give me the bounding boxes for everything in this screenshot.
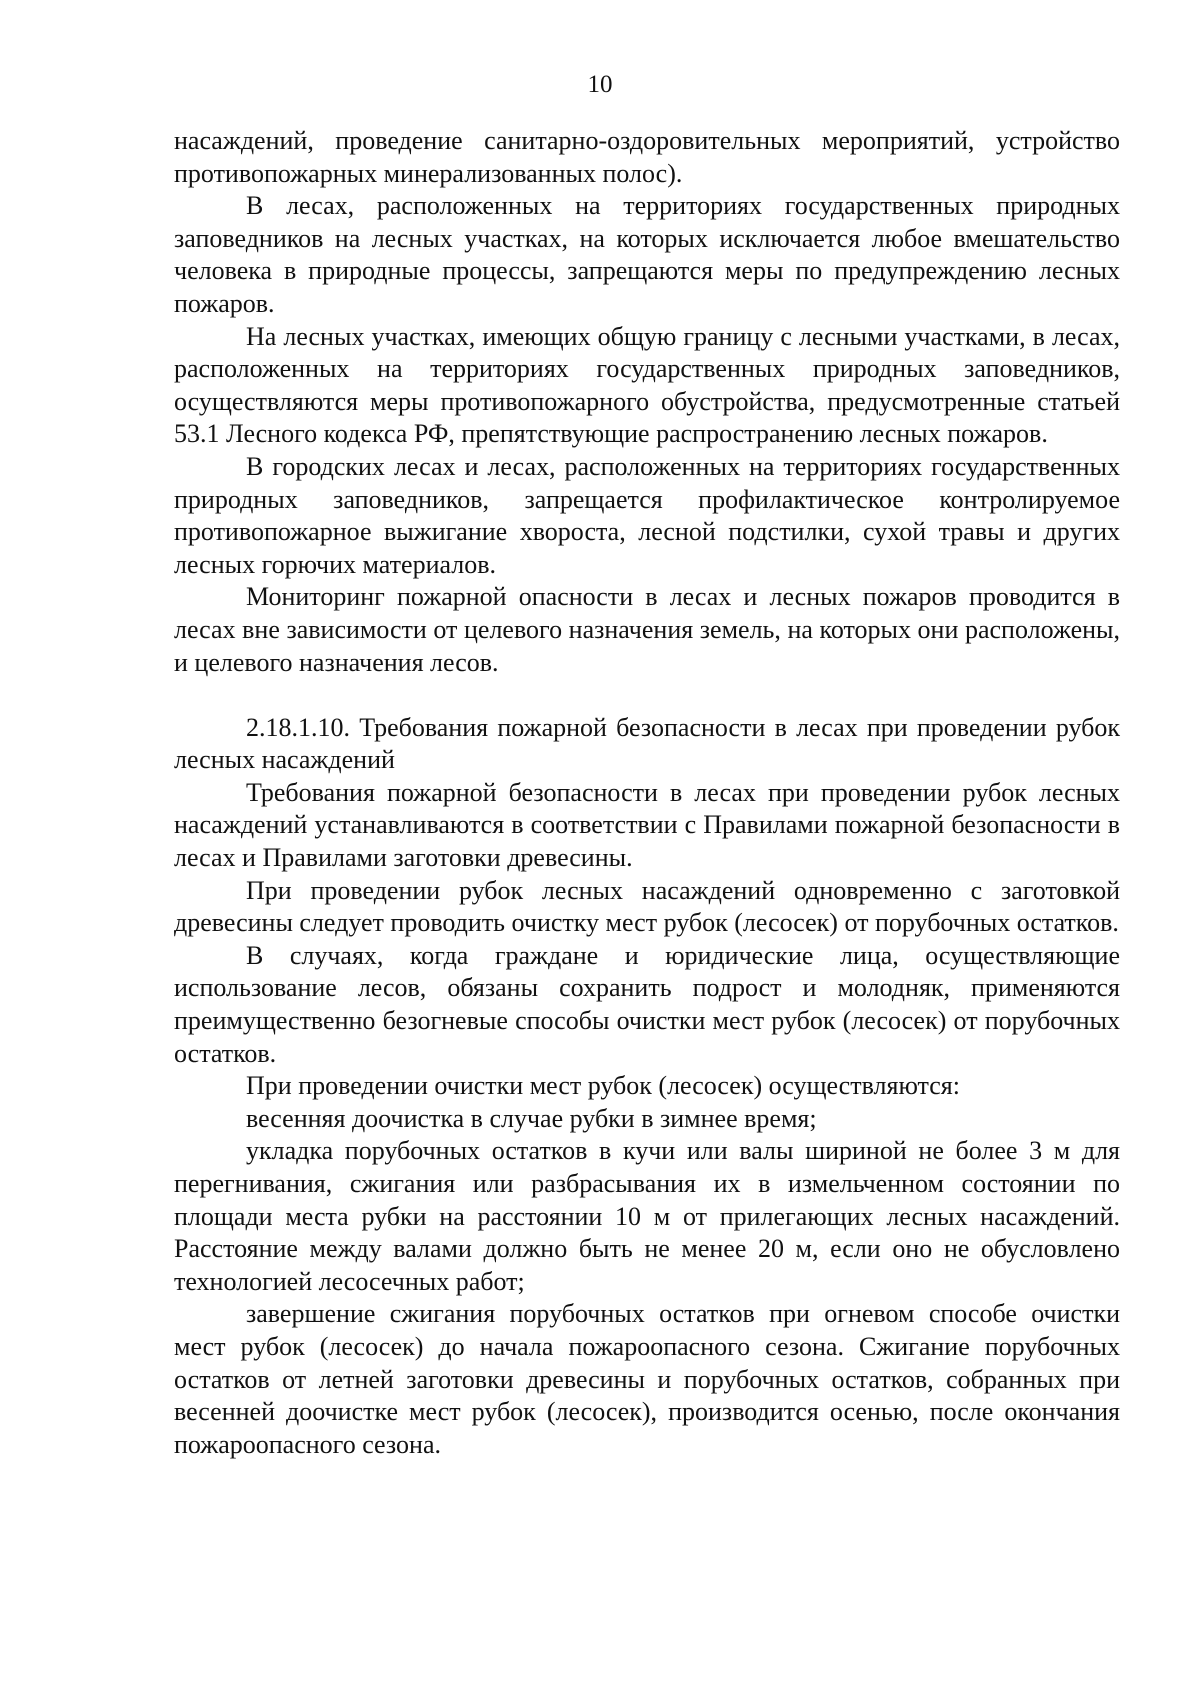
section-paragraph: При проведении очистки мест рубок (лесосек) осуществляются: <box>246 1071 960 1101</box>
paragraph: В городских лесах и лесах, расположенных на территориях государственных природных заповедников, запрещается профилактическое контролируемое противопожарное выжигание хвороста, лесной подстилки, сухой травы и других лесных горючих материалов. <box>174 451 1120 579</box>
section-list-item: весенняя доочистка в случае рубки в зимнее время; <box>246 1103 817 1133</box>
paragraph-continued: насаждений, проведение санитарно-оздоровительных мероприятий, устройство противопожарных минерализованных полос). <box>174 126 1120 188</box>
section-paragraph: При проведении рубок лесных насаждений одновременно с заготовкой древесины следует проводить очистку мест рубок (лесосек) от порубочных остатков. <box>174 875 1120 938</box>
paragraph: Мониторинг пожарной опасности в лесах и лесных пожаров проводится в лесах вне зависимости от целевого назначения земель, на которых они расположены, и целевого назначения лесов. <box>174 582 1120 677</box>
section-paragraph: Требования пожарной безопасности в лесах при проведении рубок лесных насаждений устанавливаются в соответствии с Правилами пожарной безопасности в лесах и Правилами заготовки древесины. <box>174 777 1120 873</box>
page-number: 10 <box>587 71 613 98</box>
section-heading: 2.18.1.10. Требования пожарной безопасности в лесах при проведении рубок лесных насаждений <box>174 712 1120 775</box>
document-body <box>174 125 1120 1461</box>
section-list-item: завершение сжигания порубочных остатков при огневом способе очистки мест рубок (лесосек) до начала пожароопасного сезона. Сжигание порубочных остатков от летней заготовки древесины и порубочных остатков, собранных при весенней доочистке мест рубок (лесосек), производится осенью, после окончания пожароопасного сезона. <box>174 1299 1120 1459</box>
paragraph: В лесах, расположенных на территориях государственных природных заповедников на лесных участках, на которых исключается любое вмешательство человека в природные процессы, запрещаются меры по предупреждению лесных пожаров. <box>174 191 1120 318</box>
section-list-item: укладка порубочных остатков в кучи или валы шириной не более 3 м для перегнивания, сжигания или разбрасывания их в измельченном состоянии по площади места рубки на расстоянии 10 м от прилегающих лесных насаждений. Расстояние между валами должно быть не менее 20 м, если оно не обусловлено технологией лесосечных работ; <box>174 1136 1120 1296</box>
paragraph: На лесных участках, имеющих общую границу с лесными участками, в лесах, расположенных на территориях государственных природных заповедников, осуществляются меры противопожарного обустройства, предусмотренные статьей 53.1 Лесного кодекса РФ, препятствующие распространению лесных пожаров. <box>174 321 1120 449</box>
section-paragraph: В случаях, когда граждане и юридические лица, осуществляющие использование лесов, обязаны сохранить подрост и молодняк, применяются преимущественно безогневые способы очистки мест рубок (лесосек) от порубочных остатков. <box>174 940 1120 1068</box>
